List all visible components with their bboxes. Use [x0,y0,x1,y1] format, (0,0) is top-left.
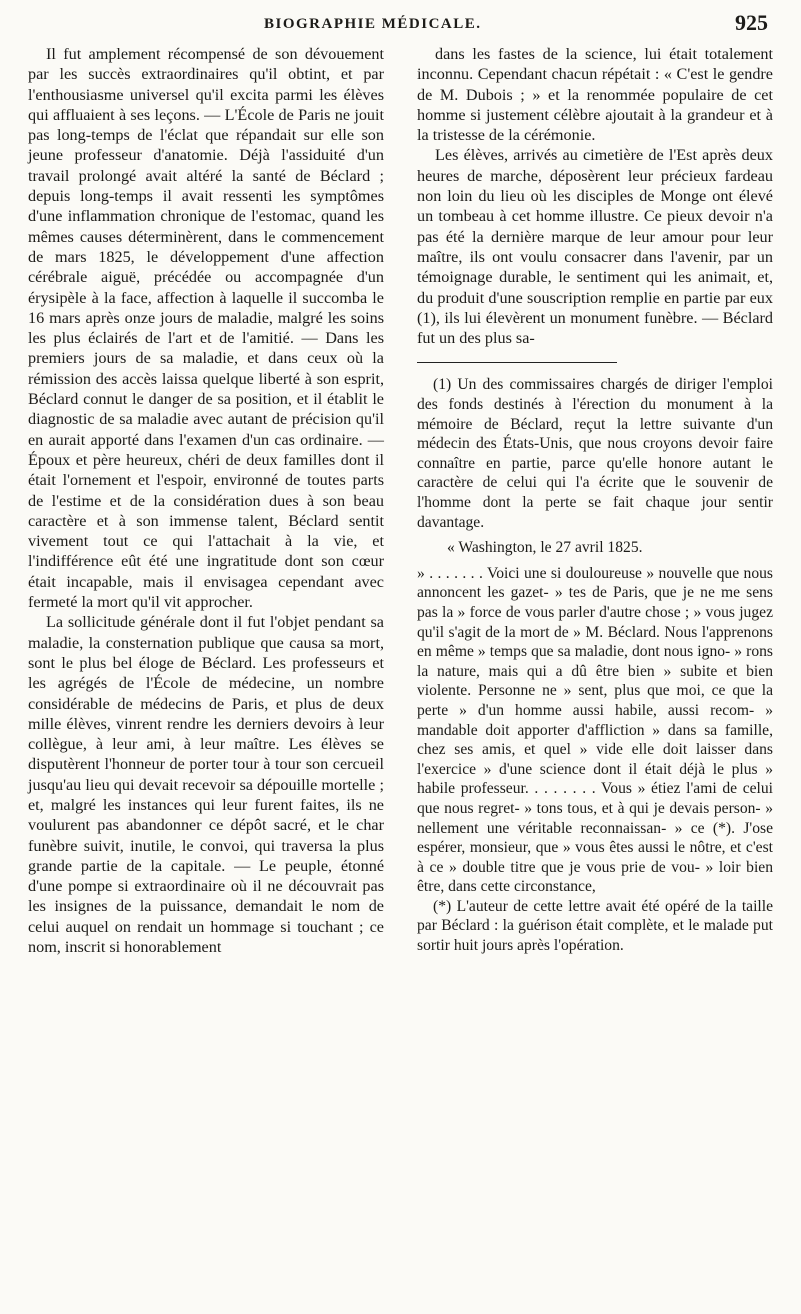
right-column [417,44,773,956]
letter-date: « Washington, le 27 avril 1825. [447,539,643,557]
running-head: BIOGRAPHIE MÉDICALE. [264,16,482,32]
left-column [28,44,384,957]
body-paragraph: dans les fastes de la science, lui était totalement inconnu. Cependant chacun répétait : « C'est le gendre de M. Dubois ; » et la renommée populaire de cet homme si justement célèbre ajoutait à la grandeur et à la tristesse de la cérémonie. [417,45,773,145]
page-number: 925 [735,10,768,35]
letter-body: » . . . . . . . Voici une si douloureuse » nouvelle que nous annoncent les gazet- » tes de Paris, que je ne me sens pas la » force de vous parler d'autre chose ; » vous jugez qu'il s'agit de la mort de » M. Béclard. Nous l'apprenons en même » temps que sa maladie, dont nous igno- » rons la nature, mais qui a dû être bien » subite et bien violente. Personne ne » sent, plus que moi, ce que la perte » d'un homme aussi habile, aussi recom- » mandable doit apporter d'affliction » dans sa famille, chez ses amis, et quel » vide elle doit laisser dans l'exercice » d'une science dont il était déjà le plus » habile professeur. . . . . . . . Vous » étiez l'ami de celui que nous regret- » tons tous, et à qui je devais person- » nellement une véritable reconnaissan- » ce (*). J'ose espérer, monsieur, que » vous êtes aussi le nôtre, et c'est à ce » double titre que je vous prie de vou- » loir bien être, dans cette circonstance, [417,564,773,896]
letter-quote [417,564,773,897]
footnote-rule [417,362,617,363]
body-paragraph: Il fut amplement récompensé de son dévouement par les succès extraordinaires qu'il obtint, et par l'enthousiasme universel qu'il excita parmi les élèves qui affluaient à ses leçons. — L'École de Paris ne jouit pas long-temps de l'éclat que répandait sur elle son jeune professeur d'anatomie. Déjà l'assiduité d'un travail prolongé avait altéré la santé de Béclard ; depuis long-temps il avait ressenti les symptômes d'une inflammation chronique de l'estomac, quand les mêmes causes déterminèrent, dans le commencement de mars 1825, le développement d'une affection cérébrale aiguë, précédée ou accompagnée d'un érysipèle à la face, affection à laquelle il succomba le 16 mars après onze jours de maladie, malgré les soins les plus éclairés de l'art et de l'amitié. — Dans les premiers jours de sa maladie, et dans ceux où la rémission des accès laissa quelque liberté à son esprit, Béclard connut le danger de sa position, et il établit le diagnostic de sa maladie avec autant de précision qu'il en aurait apporté dans l'examen d'un cas ordinaire. — Époux et père heureux, chéri de deux familles dont il était l'ornement et l'espoir, environné de toutes parts de l'estime et de la considération dues à son beau caractère et à son immense talent, Béclard sentit vivement tout ce qui l'attachait à la vie, et l'indifférence eût été une ingratitude dont son cœur était incapable, mais il envisagea cependant avec fermeté la mort qu'il vit approcher. [28,45,384,612]
footnote-intro: (1) Un des commissaires chargés de diriger l'emploi des fonds destinés à l'érection du monument à la mémoire de Béclard, reçut la lettre suivante d'un médecin des États-Unis, que nous croyons devoir faire connaître en partie, parce qu'elle honore autant le caractère de celui qui l'a écrite que le souvenir de l'homme dont la perte se fait chaque jour sentir davantage. [417,376,773,531]
page-header [0,4,801,38]
body-paragraph: La sollicitude générale dont il fut l'objet pendant sa maladie, la consternation publique que causa sa mort, sont le plus bel éloge de Béclard. Les professeurs et les agrégés de l'École de médecine, un nombre considérable de médecins de Paris, et plus de deux mille élèves, vinrent rendre les derniers devoirs à leur collègue, à leur ami, à leur maître. Les élèves se disputèrent l'honneur de porter tour à tour son cercueil jusqu'au lieu qui devait recevoir sa dépouille mortelle ; et, malgré les instances qui leur furent faites, ils ne voulurent pas abandonner ce dépôt sacré, et le char funèbre suivit, inutile, le convoi, qui traversa la plus grande partie de la capitale. — Le peuple, étonné d'une pompe si extraordinaire où il ne découvrait pas les insignes de la puissance, demandait le nom de celui auquel on rendait un hommage si touchant ; ce nom, inscrit si honorablement [28,613,384,957]
sub-footnote: (*) L'auteur de cette lettre avait été opéré de la taille par Béclard : la guérison était complète, et le malade put sortir huit jours après l'opération. [417,897,773,955]
footnote [417,375,773,955]
body-paragraph: Les élèves, arrivés au cimetière de l'Est après deux heures de marche, déposèrent leur précieux fardeau non loin du lieu où les disciples de Monge ont élevé un tombeau à cet homme illustre. Ce pieux devoir n'a pas été la dernière marque de leur amour pour leur maître, ils ont voulu consacrer dans l'avenir, par un témoignage durable, le sentiment qui les animait, et, du produit d'une souscription remplie en partie par eux (1), ils lui élevèrent un monument funèbre. — Béclard fut un des plus sa- [417,146,773,348]
